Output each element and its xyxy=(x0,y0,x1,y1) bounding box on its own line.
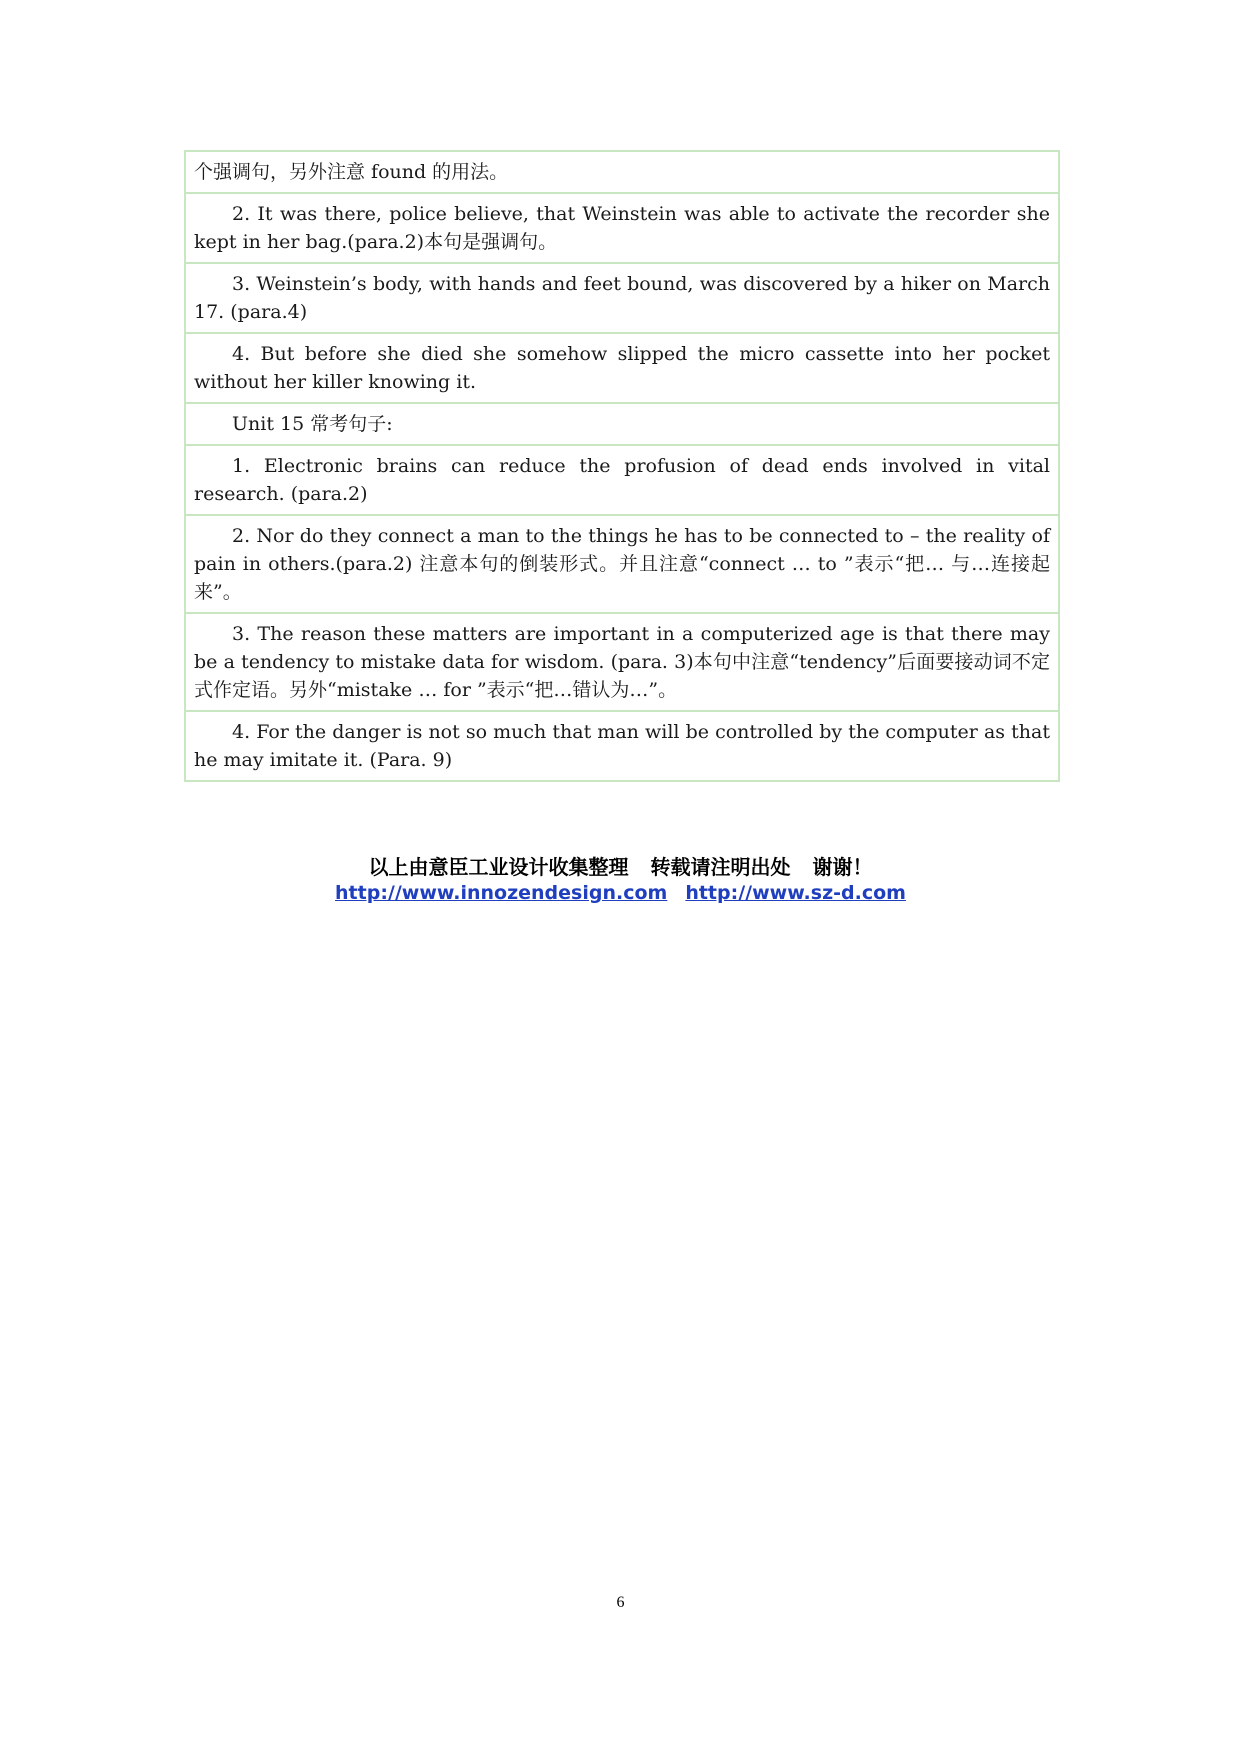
table-row: 4. For the danger is not so much that man will be controlled by the computer as that he may imitate it. (Para. 9) xyxy=(194,721,1050,771)
footer-note-repost: 转载请注明出处 xyxy=(650,855,791,879)
table-row: 2. Nor do they connect a man to the things he has to be connected to – the reality of pain in others.(para.2) 注意本句的倒装形式。并且注意“connect … to ”表示“把… 与…连接起来”。 xyxy=(186,516,1058,614)
footer-note-thanks: 谢谢！ xyxy=(812,855,873,879)
page-number: 6 xyxy=(616,1594,625,1611)
footer-note-credit: 以上由意臣工业设计收集整理 xyxy=(368,855,629,879)
sentence-table xyxy=(184,150,1060,782)
table-row: 3. Weinstein’s body, with hands and feet bound, was discovered by a hiker on March 17. (para.4) xyxy=(186,264,1058,334)
footer-links xyxy=(0,882,1241,904)
table-row: 2. It was there, police believe, that Weinstein was able to activate the recorder she kept in her bag.(para.2)本句是强调句。 xyxy=(186,194,1058,264)
table-row-unit-heading: Unit 15 常考句子: xyxy=(186,404,1058,446)
footer-note xyxy=(0,851,1241,880)
innozendesign-link[interactable]: http://www.innozendesign.com xyxy=(335,882,668,904)
table-row: 3. The reason these matters are important in a computerized age is that there may be a tendency to mistake data for wisdom. (para. 3)本句中注意“tendency”后面要接动词不定式作定语。另外“mistake … for ”表示“把…错认为…”。 xyxy=(186,614,1058,712)
table-row: 4. But before she died she somehow slipped the micro cassette into her pocket without her killer knowing it. xyxy=(186,334,1058,404)
table-row: 个强调句，另外注意 found 的用法。 xyxy=(186,152,1058,194)
table-row: 1. Electronic brains can reduce the profusion of dead ends involved in vital research. (para.2) xyxy=(186,446,1058,516)
sz-d-link[interactable]: http://www.sz-d.com xyxy=(685,882,906,904)
